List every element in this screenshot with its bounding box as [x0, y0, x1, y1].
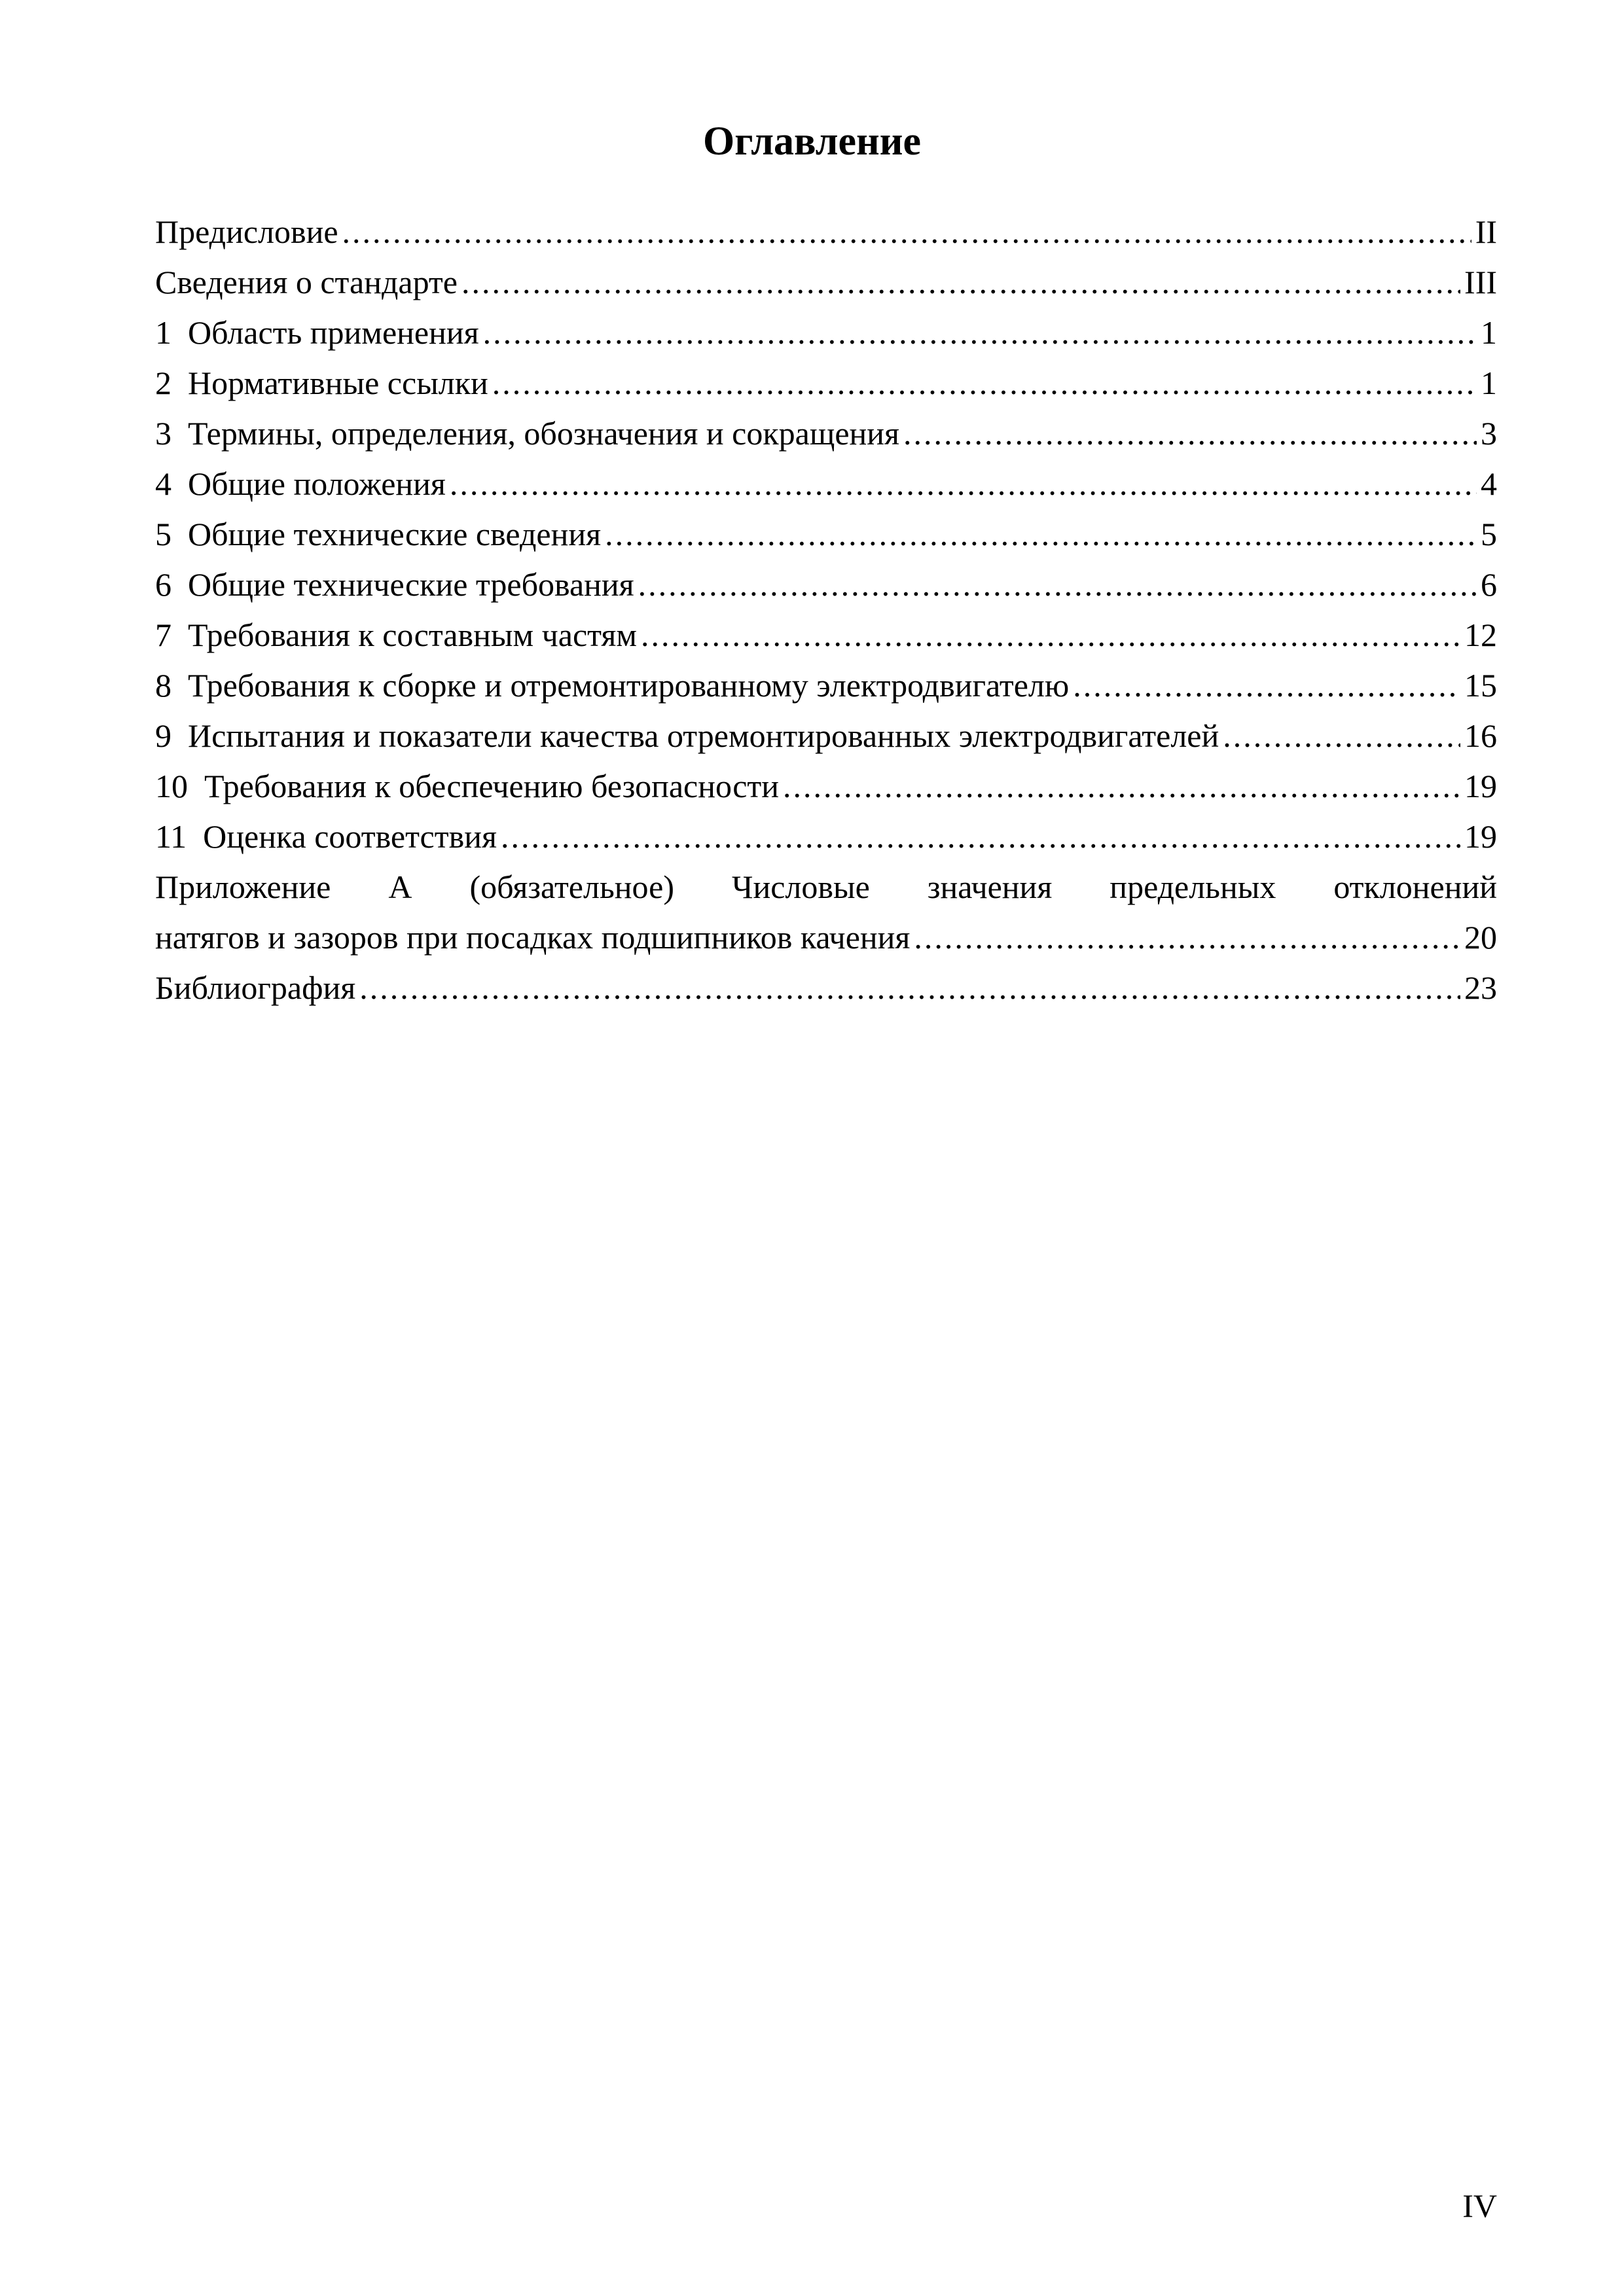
table-of-contents [155, 207, 1497, 1013]
toc-entry-number: 6 [155, 566, 171, 603]
toc-entry-label: Требования к составным частям [188, 617, 637, 653]
dot-leader [914, 912, 1460, 963]
toc-entry-number: 5 [155, 516, 171, 552]
toc-entry-label-line2: натягов и зазоров при посадках подшипников качения [155, 919, 911, 956]
toc-entry-number: 7 [155, 617, 171, 653]
toc-entry-section-1[interactable] [155, 308, 1497, 358]
toc-entry-label: Нормативные ссылки [188, 365, 488, 401]
toc-entry-page: 4 [1481, 465, 1497, 502]
toc-entry-page: III [1464, 264, 1497, 300]
dot-leader [1073, 660, 1460, 711]
dot-leader [492, 358, 1477, 408]
toc-entry-label: Общие технические сведения [188, 516, 602, 552]
toc-entry-bibliography[interactable] [155, 963, 1497, 1013]
dot-leader [638, 560, 1477, 610]
toc-entry-label: Общие положения [188, 465, 446, 502]
dot-leader [783, 761, 1460, 812]
page-title: Оглавление [703, 119, 921, 164]
toc-entry-number: 3 [155, 415, 171, 452]
toc-entry-number: 2 [155, 365, 171, 401]
toc-entry-section-10[interactable] [155, 761, 1497, 812]
toc-entry-page: 12 [1464, 617, 1497, 653]
toc-entry-label: Испытания и показатели качества отремонтированных электродвигателей [188, 717, 1219, 754]
dot-leader [461, 257, 1460, 308]
toc-entry-number: 10 [155, 768, 188, 804]
dot-leader [342, 207, 1471, 257]
toc-entry-page: 20 [1464, 919, 1497, 956]
toc-entry-section-8[interactable] [155, 660, 1497, 711]
toc-entry-label: Термины, определения, обозначения и сокращения [188, 415, 900, 452]
toc-entry-section-3[interactable] [155, 408, 1497, 459]
dot-leader [450, 459, 1477, 509]
toc-entry-number: 9 [155, 717, 171, 754]
dot-leader [501, 812, 1460, 862]
toc-entry-section-11[interactable] [155, 812, 1497, 862]
toc-entry-number: 4 [155, 465, 171, 502]
toc-entry-label: Предисловие [155, 213, 338, 250]
toc-entry-page: II [1475, 213, 1497, 250]
toc-entry-label: Сведения о стандарте [155, 264, 458, 300]
toc-entry-label: Требования к сборке и отремонтированному электродвигателю [188, 667, 1070, 704]
toc-entry-label: Область применения [188, 314, 479, 351]
toc-entry-page: 23 [1464, 969, 1497, 1006]
toc-entry-number: 11 [155, 818, 187, 855]
toc-entry-label: Общие технические требования [188, 566, 634, 603]
dot-leader [359, 963, 1460, 1013]
toc-entry-label: Библиография [155, 969, 356, 1006]
toc-entry-page: 6 [1481, 566, 1497, 603]
toc-entry-page: 3 [1481, 415, 1497, 452]
toc-entry-label-line1: Приложение А (обязательное) Числовые значения предельных отклонений [155, 869, 1497, 905]
toc-entry-preface[interactable] [155, 207, 1497, 257]
toc-entry-page: 15 [1464, 667, 1497, 704]
toc-entry-label: Требования к обеспечению безопасности [204, 768, 780, 804]
toc-entry-standard-info[interactable] [155, 257, 1497, 308]
toc-entry-page: 19 [1464, 818, 1497, 855]
toc-entry-section-7[interactable] [155, 610, 1497, 660]
toc-entry-number: 8 [155, 667, 171, 704]
toc-entry-page: 1 [1481, 365, 1497, 401]
toc-entry-section-4[interactable] [155, 459, 1497, 509]
toc-entry-page: 19 [1464, 768, 1497, 804]
dot-leader [903, 408, 1477, 459]
toc-entry-label: Оценка соответствия [203, 818, 497, 855]
toc-entry-page: 5 [1481, 516, 1497, 552]
dot-leader [483, 308, 1477, 358]
toc-entry-page: 16 [1464, 717, 1497, 754]
dot-leader [1223, 711, 1460, 761]
toc-entry-section-2[interactable] [155, 358, 1497, 408]
toc-entry-section-9[interactable] [155, 711, 1497, 761]
toc-entry-number: 1 [155, 314, 171, 351]
toc-entry-appendix-a[interactable] [155, 862, 1497, 963]
toc-entry-line2 [155, 912, 1497, 963]
dot-leader [641, 610, 1460, 660]
toc-entry-section-6[interactable] [155, 560, 1497, 610]
toc-entry-page: 1 [1481, 314, 1497, 351]
dot-leader [605, 509, 1477, 560]
toc-entry-section-5[interactable] [155, 509, 1497, 560]
page-number: IV [1462, 2187, 1497, 2224]
